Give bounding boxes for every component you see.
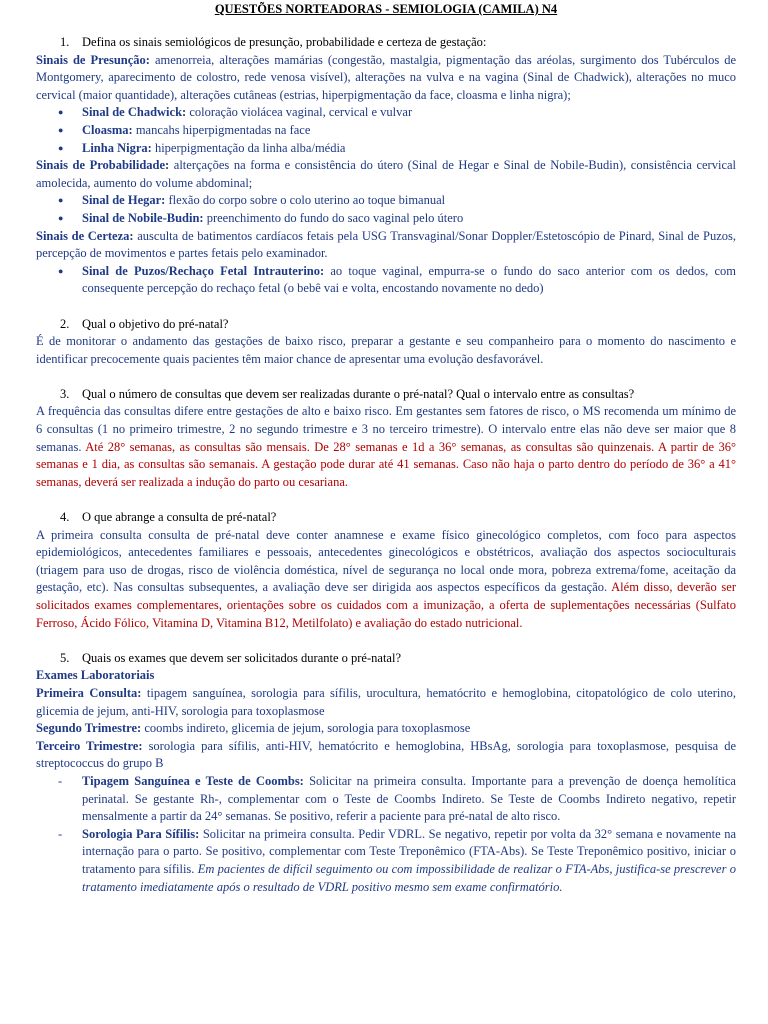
certeza-paragraph: Sinais de Certeza: ausculta de batimentos cardíacos fetais pela USG Transvaginal/Sonar Doppler/Estetoscópio de Pinard, Sinal de Puzos, percepção de movimentos e partes fetais pelo examinador. [36,228,736,261]
probabilidade-paragraph: Sinais de Probabilidade: alterçações na forma e consistência do útero (Sinal de Hegar e Sinal de Nobile-Budin), consistência cervical amolecida, aumento do volume abdominal; [36,158,737,190]
question-5: 5. Quais os exames que devem ser solicitados durante o pré-natal? [60,650,401,665]
list-item: ● Sinal de Chadwick: coloração violácea vaginal, cervical e vulvar [36,104,736,122]
question-4: 4. O que abrange a consulta de pré-natal? [60,510,277,525]
presuncao-list [36,104,736,157]
answer-3: A frequência das consultas difere entre gestações de alto e baixo risco. Em gestantes sem fatores de risco, o MS recomenda um mínimo de 6 consultas (1 no primeiro trimestre, 2 no segundo trimestre e 3 no terceiro trimestre). O intervalo entre elas não deve ser maior que 8 semanas. Até 28° semanas, as consultas são mensais. De 28° semanas e 1d a 36° semanas, as consultas são quinzenais. A partir de 36° semanas e 1 dia, as consultas são semanais. A gestação pode durar até 41 semanas. Caso não haja o parto dentro do período de 36° a 41° semanas, deverá ser realizada a indução do parto ou cesariana. [36,404,736,489]
list-item: ● Linha Nigra: hiperpigmentação da linha alba/média [36,140,736,158]
exames-heading: Exames Laboratoriais [36,668,155,683]
list-item: ● Sinal de Nobile-Budin: preenchimento do fundo do saco vaginal pelo útero [36,210,736,228]
answer-4: A primeira consulta consulta de pré-natal deve conter anamnese e exame físico ginecológico completos, com foco para aspectos epidemiológicos, antecedentes familiares e pessoais, antecedentes ginecológicos e obstétricos, avaliação dos aspectos socioculturais (triagem para uso de drogas, risco de violência doméstica, nível de segurança no local onde mora, pobreza extrema/fome, aceitação da gestação, etc). Nas consultas subsequentes, a avaliação deve ser dirigida aos aspectos específicos da gestação. Além disso, deverão ser solicitados exames complementares, orientações sobre os cuidados com a imunização, a oferta de suplementações necessárias (Sulfato Ferroso, Ácido Fólico, Vitamina D, Vitamina B12, Metilfolato) e avaliação do estado nutricional. [36,527,736,630]
question-1: 1. Defina os sinais semiológicos de presunção, probabilidade e certeza de gestação: [60,35,487,49]
probabilidade-list [36,192,736,227]
presuncao-paragraph: Sinais de Presunção: amenorreia, alterações mamárias (congestão, mastalgia, pigmentação das aréolas, surgimento dos Tubérculos de Montgomery, aparecimento de colostro, rede venosa visível), alterações na vulva e na vagina (Sinal de Chadwick), alterações no muco cervical (maior quantidade), alterações cutâneas (estrias, hiperpigmentação da face, cloasma e linha nigra); [36,52,736,102]
certeza-list [36,263,736,298]
question-3: 3. Qual o número de consultas que devem ser realizadas durante o pré-natal? Qual o intervalo entre as consultas? [60,386,635,401]
list-item: ● Cloasma: mancahs hiperpigmentadas na face [36,122,736,140]
trimester-paragraph: Segundo Trimestre: coombs indireto, glicemia de jejum, sorologia para toxoplasmose [36,721,471,736]
exam-list [36,773,736,896]
trimester-paragraph: Primeira Consulta: tipagem sanguínea, sorologia para sífilis, urocultura, hematócrito e hemoglobina, citopatológico de colo uterino, glicemia de jejum, anti-HIV, sorologia para toxoplasmose [36,685,736,718]
list-item: ● Sinal de Puzos/Rechaço Fetal Intrauterino: ao toque vaginal, empurra-se o fundo do saco anterior com os dedos, com consequente percepção do rechaço fetal (o bebê vai e volta, encostando novamente no dedo) [36,263,736,298]
answer-2: É de monitorar o andamento das gestações de baixo risco, preparar a gestante e seu companheiro para o momento do nascimento e identificar precocemente quais pacientes têm maior chance de apresentar uma evolução desfavorável. [36,334,736,366]
list-item: - Tipagem Sanguínea e Teste de Coombs: Solicitar na primeira consulta. Importante para a prevenção de doença hemolítica perinatal. Se gestante Rh-, complementar com o Teste de Coombs Indireto. Se Teste de Coombs Indireto negativo, repetir mensalmente a partir da 24° semanas. Se positivo, referir a paciente para pré-natal de alto risco. [36,773,736,826]
list-item: - Sorologia Para Sífilis: Solicitar na primeira consulta. Pedir VDRL. Se negativo, repetir por volta da 32° semana e novamente na internação para o parto. Se positivo, complementar com Teste Treponêmico (FTA-Abs). Se Teste Treponêmico positivo, iniciar o tratamento para sífilis. Em pacientes de difícil seguimento ou com impossibilidade de realizar o FTA-Abs, justifica-se prescrever o tratamento imediatamente após o resultado de VDRL positivo mesmo sem exame confirmatório. [36,826,736,896]
list-item: ● Sinal de Hegar: flexão do corpo sobre o colo uterino ao toque bimanual [36,192,736,210]
document-title: QUESTÕES NORTEADORAS - SEMIOLOGIA (CAMILA) N4 [214,2,558,16]
trimester-paragraph: Terceiro Trimestre: sorologia para sífilis, anti-HIV, hematócrito e hemoglobina, HBsAg, sorologia para toxoplasmose, pesquisa de streptococcus do grupo B [36,738,736,771]
question-2: 2. Qual o objetivo do pré-natal? [60,316,229,331]
